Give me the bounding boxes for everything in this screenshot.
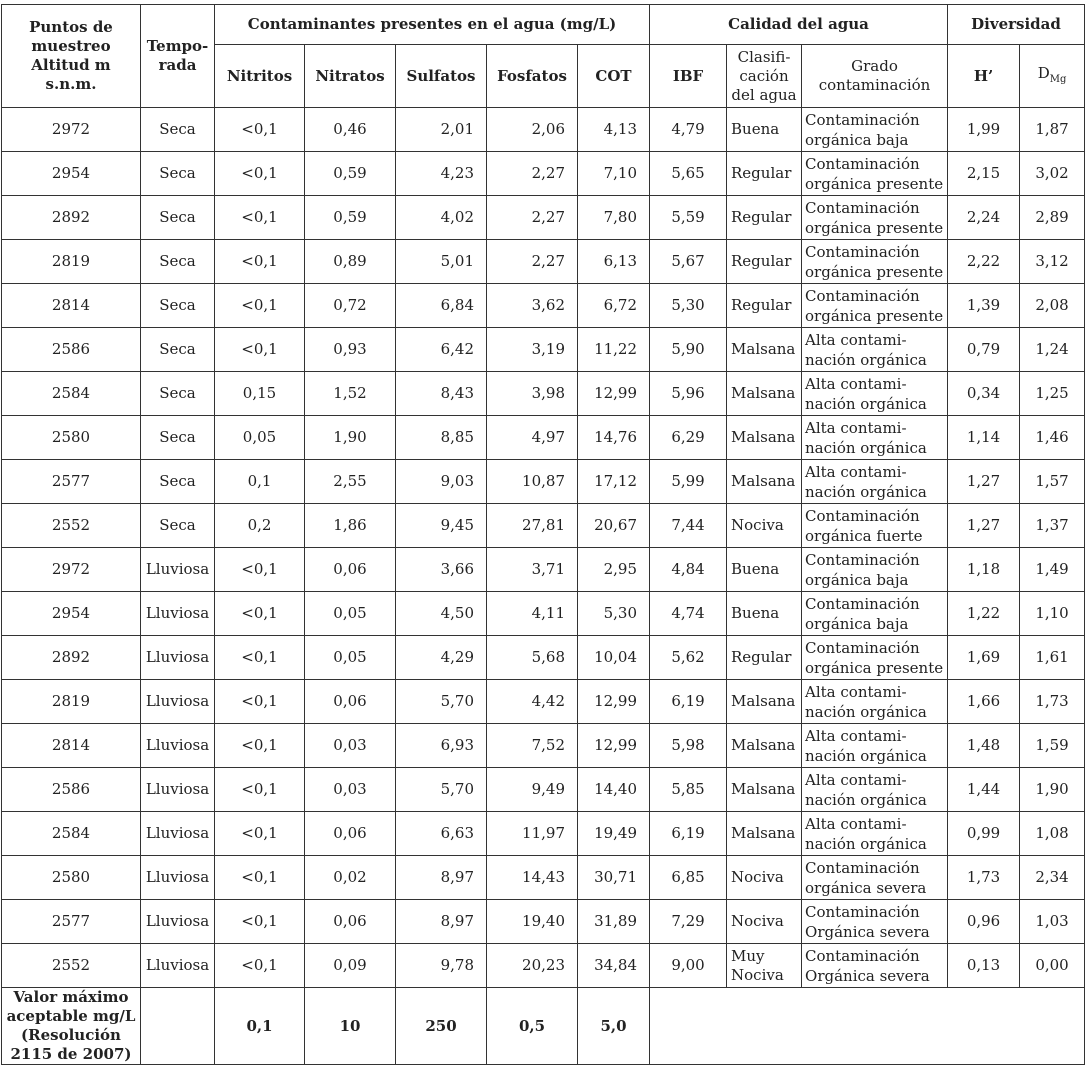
cell-temporada: Lluviosa [141,680,215,724]
cell-altitud: 2586 [2,768,141,812]
table-row [2,328,1085,372]
cell-cot: 7,10 [578,152,650,196]
cell-nitratos: 0,05 [305,592,396,636]
table-row [2,636,1085,680]
cell-dmg: 1,24 [1020,328,1085,372]
cell-altitud: 2580 [2,856,141,900]
cell-dmg: 3,02 [1020,152,1085,196]
cell-cot: 7,80 [578,196,650,240]
header-diversidad: Diversidad [948,5,1085,45]
cell-h: 1,22 [948,592,1020,636]
cell-dmg: 1,25 [1020,372,1085,416]
cell-h: 2,15 [948,152,1020,196]
cell-cot: 11,22 [578,328,650,372]
cell-h: 1,73 [948,856,1020,900]
cell-ibf: 9,00 [650,944,727,988]
cell-altitud: 2814 [2,284,141,328]
cell-nitratos: 0,02 [305,856,396,900]
cell-fosfatos: 3,62 [487,284,578,328]
table-row [2,372,1085,416]
cell-temporada: Lluviosa [141,900,215,944]
cell-clasificacion: Malsana [727,372,802,416]
table-row [2,768,1085,812]
cell-nitratos: 0,03 [305,768,396,812]
cell-clasificacion: Regular [727,284,802,328]
cell-dmg: 1,73 [1020,680,1085,724]
cell-grado: Alta contami-nación orgánica [802,460,948,504]
cell-nitratos: 0,89 [305,240,396,284]
cell-dmg: 1,37 [1020,504,1085,548]
cell-temporada: Lluviosa [141,592,215,636]
cell-ibf: 5,65 [650,152,727,196]
cell-altitud: 2819 [2,680,141,724]
cell-nitritos: <0,1 [215,680,305,724]
cell-cot: 19,49 [578,812,650,856]
cell-nitritos: <0,1 [215,108,305,152]
cell-clasificacion: Regular [727,636,802,680]
cell-clasificacion: Buena [727,548,802,592]
header-nitratos: Nitratos [305,45,396,108]
cell-clasificacion: Muy Nociva [727,944,802,988]
cell-cot: 17,12 [578,460,650,504]
cell-ibf: 4,84 [650,548,727,592]
cell-temporada: Lluviosa [141,944,215,988]
cell-cot: 5,30 [578,592,650,636]
cell-grado: Contaminación orgánica severa [802,856,948,900]
cell-temporada: Seca [141,416,215,460]
cell-dmg: 2,89 [1020,196,1085,240]
cell-sulfatos: 9,03 [396,460,487,504]
cell-clasificacion: Regular [727,196,802,240]
header-temporada: Tempo-rada [141,5,215,108]
cell-nitritos: <0,1 [215,328,305,372]
cell-nitritos: <0,1 [215,900,305,944]
cell-sulfatos: 9,78 [396,944,487,988]
cell-grado: Contaminación Orgánica severa [802,900,948,944]
cell-nitratos: 1,90 [305,416,396,460]
cell-altitud: 2577 [2,460,141,504]
header-sulfatos: Sulfatos [396,45,487,108]
cell-h: 1,27 [948,460,1020,504]
cell-nitritos: <0,1 [215,196,305,240]
cell-ibf: 6,19 [650,812,727,856]
cell-ibf: 5,62 [650,636,727,680]
cell-nitratos: 2,55 [305,460,396,504]
cell-fosfatos: 2,06 [487,108,578,152]
cell-grado: Contaminación orgánica baja [802,108,948,152]
cell-nitratos: 1,52 [305,372,396,416]
cell-nitratos: 0,46 [305,108,396,152]
cell-grado: Alta contami-nación orgánica [802,680,948,724]
cell-altitud: 2584 [2,372,141,416]
cell-altitud: 2892 [2,196,141,240]
cell-cot: 30,71 [578,856,650,900]
cell-ibf: 5,98 [650,724,727,768]
cell-nitritos: 0,1 [215,460,305,504]
cell-clasificacion: Malsana [727,768,802,812]
footer-sulfatos: 250 [396,988,487,1065]
cell-temporada: Seca [141,460,215,504]
cell-ibf: 4,74 [650,592,727,636]
table-row [2,284,1085,328]
cell-nitritos: <0,1 [215,548,305,592]
cell-cot: 34,84 [578,944,650,988]
table-row [2,196,1085,240]
cell-cot: 14,40 [578,768,650,812]
cell-grado: Contaminación orgánica presente [802,196,948,240]
cell-temporada: Lluviosa [141,768,215,812]
cell-temporada: Seca [141,504,215,548]
cell-grado: Alta contami-nación orgánica [802,768,948,812]
cell-clasificacion: Buena [727,592,802,636]
cell-dmg: 2,08 [1020,284,1085,328]
cell-fosfatos: 4,97 [487,416,578,460]
cell-clasificacion: Malsana [727,460,802,504]
footer-empty [650,988,1085,1065]
cell-h: 0,99 [948,812,1020,856]
cell-nitritos: <0,1 [215,636,305,680]
cell-h: 1,27 [948,504,1020,548]
cell-ibf: 7,44 [650,504,727,548]
cell-clasificacion: Regular [727,240,802,284]
cell-grado: Alta contami-nación orgánica [802,724,948,768]
cell-temporada: Lluviosa [141,724,215,768]
cell-clasificacion: Malsana [727,328,802,372]
cell-grado: Contaminación Orgánica severa [802,944,948,988]
cell-fosfatos: 7,52 [487,724,578,768]
cell-altitud: 2584 [2,812,141,856]
header-clasificacion: Clasifi-cación del agua [727,45,802,108]
header-cot: COT [578,45,650,108]
cell-nitritos: 0,15 [215,372,305,416]
cell-sulfatos: 8,43 [396,372,487,416]
cell-sulfatos: 3,66 [396,548,487,592]
table-row [2,460,1085,504]
footer-row [2,988,1085,1065]
cell-dmg: 3,12 [1020,240,1085,284]
cell-dmg: 1,90 [1020,768,1085,812]
cell-nitritos: <0,1 [215,856,305,900]
cell-clasificacion: Nociva [727,856,802,900]
cell-sulfatos: 5,70 [396,680,487,724]
cell-grado: Contaminación orgánica presente [802,284,948,328]
cell-temporada: Seca [141,108,215,152]
cell-dmg: 1,57 [1020,460,1085,504]
cell-altitud: 2954 [2,592,141,636]
cell-fosfatos: 2,27 [487,152,578,196]
cell-fosfatos: 10,87 [487,460,578,504]
table-row [2,856,1085,900]
cell-sulfatos: 6,42 [396,328,487,372]
cell-sulfatos: 4,23 [396,152,487,196]
cell-grado: Contaminación orgánica fuerte [802,504,948,548]
cell-cot: 12,99 [578,680,650,724]
cell-fosfatos: 4,11 [487,592,578,636]
cell-h: 1,18 [948,548,1020,592]
cell-dmg: 1,46 [1020,416,1085,460]
cell-ibf: 5,96 [650,372,727,416]
cell-h: 1,99 [948,108,1020,152]
cell-nitratos: 0,06 [305,812,396,856]
cell-fosfatos: 5,68 [487,636,578,680]
cell-h: 0,13 [948,944,1020,988]
cell-temporada: Seca [141,152,215,196]
footer-nitratos: 10 [305,988,396,1065]
cell-temporada: Seca [141,240,215,284]
cell-dmg: 1,10 [1020,592,1085,636]
cell-altitud: 2552 [2,504,141,548]
cell-temporada: Seca [141,372,215,416]
cell-altitud: 2814 [2,724,141,768]
cell-nitritos: <0,1 [215,284,305,328]
cell-nitritos: <0,1 [215,152,305,196]
cell-fosfatos: 9,49 [487,768,578,812]
cell-nitratos: 0,09 [305,944,396,988]
cell-clasificacion: Malsana [727,416,802,460]
cell-cot: 20,67 [578,504,650,548]
cell-nitratos: 0,59 [305,152,396,196]
cell-cot: 14,76 [578,416,650,460]
footer-empty-temporada [141,988,215,1065]
cell-cot: 12,99 [578,724,650,768]
cell-sulfatos: 6,93 [396,724,487,768]
cell-nitratos: 0,72 [305,284,396,328]
table-body [2,108,1085,988]
cell-grado: Alta contami-nación orgánica [802,416,948,460]
cell-nitratos: 1,86 [305,504,396,548]
cell-altitud: 2586 [2,328,141,372]
cell-sulfatos: 8,97 [396,856,487,900]
cell-ibf: 5,99 [650,460,727,504]
cell-altitud: 2972 [2,108,141,152]
cell-clasificacion: Buena [727,108,802,152]
header-contaminantes: Contaminantes presentes en el agua (mg/L) [215,5,650,45]
cell-grado: Contaminación orgánica baja [802,548,948,592]
cell-ibf: 5,30 [650,284,727,328]
cell-cot: 4,13 [578,108,650,152]
table-row [2,592,1085,636]
table-row [2,152,1085,196]
cell-cot: 6,13 [578,240,650,284]
cell-h: 1,44 [948,768,1020,812]
cell-altitud: 2577 [2,900,141,944]
table-row [2,680,1085,724]
header-puntos: Puntos de muestreo Altitud m s.n.m. [2,5,141,108]
table-row [2,812,1085,856]
cell-clasificacion: Malsana [727,724,802,768]
cell-ibf: 4,79 [650,108,727,152]
header-fosfatos: Fosfatos [487,45,578,108]
cell-nitratos: 0,93 [305,328,396,372]
cell-altitud: 2954 [2,152,141,196]
cell-nitritos: <0,1 [215,240,305,284]
cell-ibf: 6,19 [650,680,727,724]
cell-cot: 12,99 [578,372,650,416]
cell-fosfatos: 3,19 [487,328,578,372]
cell-nitratos: 0,05 [305,636,396,680]
cell-sulfatos: 4,02 [396,196,487,240]
cell-ibf: 6,85 [650,856,727,900]
footer-label: Valor máximo aceptable mg/L (Resolución 2115 de 2007) [2,988,141,1065]
cell-sulfatos: 4,50 [396,592,487,636]
cell-altitud: 2892 [2,636,141,680]
cell-nitratos: 0,06 [305,680,396,724]
cell-sulfatos: 8,85 [396,416,487,460]
cell-nitratos: 0,06 [305,900,396,944]
cell-nitritos: <0,1 [215,724,305,768]
cell-h: 1,39 [948,284,1020,328]
table-row [2,944,1085,988]
cell-ibf: 6,29 [650,416,727,460]
cell-sulfatos: 2,01 [396,108,487,152]
cell-nitritos: <0,1 [215,812,305,856]
cell-fosfatos: 20,23 [487,944,578,988]
cell-h: 0,79 [948,328,1020,372]
cell-ibf: 7,29 [650,900,727,944]
cell-h: 1,69 [948,636,1020,680]
header-h: H’ [948,45,1020,108]
cell-clasificacion: Nociva [727,504,802,548]
cell-dmg: 1,03 [1020,900,1085,944]
cell-dmg: 1,61 [1020,636,1085,680]
header-dmg [1020,45,1085,108]
footer-nitritos: 0,1 [215,988,305,1065]
cell-h: 0,96 [948,900,1020,944]
header-calidad: Calidad del agua [650,5,948,45]
cell-dmg: 2,34 [1020,856,1085,900]
cell-nitritos: <0,1 [215,944,305,988]
water-quality-table [1,4,1085,1065]
cell-fosfatos: 14,43 [487,856,578,900]
cell-dmg: 1,87 [1020,108,1085,152]
cell-grado: Alta contami-nación orgánica [802,328,948,372]
cell-fosfatos: 3,98 [487,372,578,416]
cell-h: 1,14 [948,416,1020,460]
header-ibf: IBF [650,45,727,108]
cell-h: 2,24 [948,196,1020,240]
cell-nitratos: 0,59 [305,196,396,240]
cell-h: 1,66 [948,680,1020,724]
cell-h: 1,48 [948,724,1020,768]
cell-sulfatos: 6,63 [396,812,487,856]
cell-sulfatos: 9,45 [396,504,487,548]
cell-grado: Contaminación orgánica baja [802,592,948,636]
cell-fosfatos: 19,40 [487,900,578,944]
cell-cot: 6,72 [578,284,650,328]
cell-cot: 10,04 [578,636,650,680]
cell-sulfatos: 5,01 [396,240,487,284]
cell-temporada: Seca [141,196,215,240]
cell-dmg: 0,00 [1020,944,1085,988]
cell-nitritos: 0,2 [215,504,305,548]
cell-temporada: Lluviosa [141,812,215,856]
cell-ibf: 5,59 [650,196,727,240]
table-row [2,724,1085,768]
cell-fosfatos: 4,42 [487,680,578,724]
cell-cot: 2,95 [578,548,650,592]
cell-clasificacion: Malsana [727,680,802,724]
cell-grado: Contaminación orgánica presente [802,152,948,196]
cell-sulfatos: 8,97 [396,900,487,944]
cell-temporada: Seca [141,328,215,372]
cell-fosfatos: 3,71 [487,548,578,592]
cell-nitritos: 0,05 [215,416,305,460]
table-row [2,416,1085,460]
header-dmg-main: D [1037,63,1050,82]
cell-sulfatos: 6,84 [396,284,487,328]
cell-dmg: 1,49 [1020,548,1085,592]
cell-nitritos: <0,1 [215,768,305,812]
cell-temporada: Lluviosa [141,548,215,592]
cell-grado: Contaminación orgánica presente [802,240,948,284]
header-dmg-sub: Mg [1049,73,1067,85]
cell-nitratos: 0,03 [305,724,396,768]
cell-altitud: 2552 [2,944,141,988]
header-grado: Grado contaminación [802,45,948,108]
cell-fosfatos: 11,97 [487,812,578,856]
cell-h: 2,22 [948,240,1020,284]
cell-temporada: Seca [141,284,215,328]
cell-nitratos: 0,06 [305,548,396,592]
cell-fosfatos: 27,81 [487,504,578,548]
cell-temporada: Lluviosa [141,636,215,680]
cell-ibf: 5,90 [650,328,727,372]
cell-sulfatos: 4,29 [396,636,487,680]
footer-cot: 5,0 [578,988,650,1065]
cell-fosfatos: 2,27 [487,240,578,284]
cell-altitud: 2580 [2,416,141,460]
table-row [2,108,1085,152]
cell-fosfatos: 2,27 [487,196,578,240]
cell-grado: Alta contami-nación orgánica [802,812,948,856]
table-row [2,240,1085,284]
table-row [2,504,1085,548]
cell-clasificacion: Regular [727,152,802,196]
cell-altitud: 2972 [2,548,141,592]
header-nitritos: Nitritos [215,45,305,108]
cell-clasificacion: Malsana [727,812,802,856]
cell-temporada: Lluviosa [141,856,215,900]
cell-clasificacion: Nociva [727,900,802,944]
cell-nitritos: <0,1 [215,592,305,636]
table-row [2,900,1085,944]
cell-dmg: 1,08 [1020,812,1085,856]
cell-grado: Alta contami-nación orgánica [802,372,948,416]
cell-ibf: 5,67 [650,240,727,284]
cell-cot: 31,89 [578,900,650,944]
cell-sulfatos: 5,70 [396,768,487,812]
cell-h: 0,34 [948,372,1020,416]
cell-ibf: 5,85 [650,768,727,812]
footer-fosfatos: 0,5 [487,988,578,1065]
cell-dmg: 1,59 [1020,724,1085,768]
cell-altitud: 2819 [2,240,141,284]
cell-grado: Contaminación orgánica presente [802,636,948,680]
table-row [2,548,1085,592]
